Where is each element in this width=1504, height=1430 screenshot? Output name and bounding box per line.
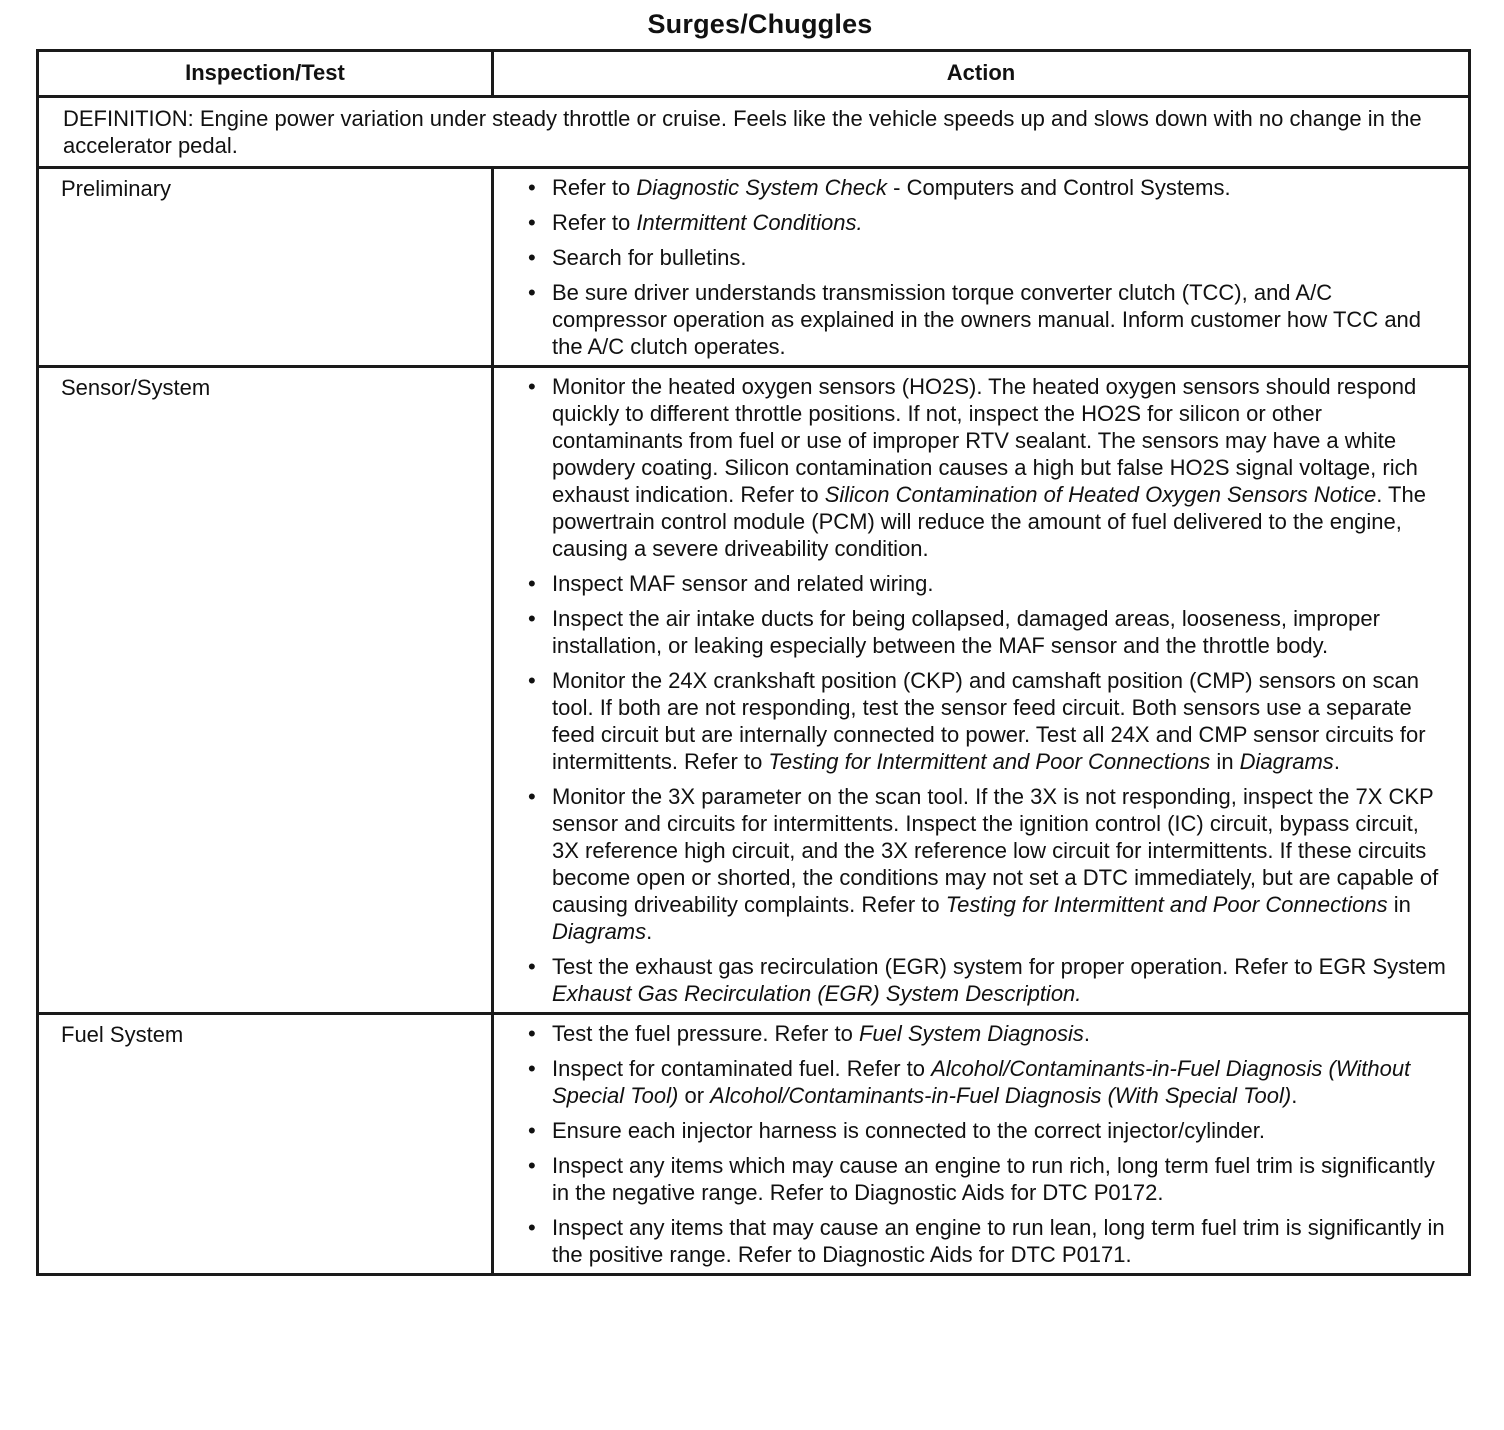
action-item — [528, 570, 1450, 597]
table-body — [38, 97, 1470, 1275]
action-list — [528, 174, 1450, 360]
action-text: Ensure each injector harness is connected to the correct injector/cylinder. — [552, 1118, 1265, 1143]
bullet-icon: • — [528, 668, 536, 693]
diagnostic-table — [36, 49, 1471, 1276]
action-text: or — [678, 1083, 711, 1108]
action-text: in — [1387, 892, 1411, 917]
action-item — [528, 1152, 1450, 1206]
bullet-icon: • — [528, 606, 536, 631]
action-text: Inspect the air intake ducts for being collapsed, damaged areas, looseness, improper installation, or leaking especially between the MAF sensor and the throttle body. — [552, 606, 1380, 658]
table-row — [38, 168, 1470, 367]
action-item — [528, 783, 1450, 945]
bullet-icon: • — [528, 1153, 536, 1178]
column-header-inspection: Inspection/Test — [38, 51, 493, 97]
bullet-icon: • — [528, 374, 536, 399]
action-item — [528, 1020, 1450, 1047]
action-text: . — [646, 919, 653, 944]
bullet-icon: • — [528, 280, 536, 305]
action-text: - Computers and Control Systems. — [887, 175, 1231, 200]
action-text: Inspect MAF sensor and related wiring. — [552, 571, 934, 596]
page-title: Surges/Chuggles — [647, 9, 873, 39]
reference-text: Testing for Intermittent and Poor Connections — [945, 892, 1388, 917]
reference-text: Intermittent Conditions. — [636, 210, 863, 235]
reference-text: Silicon Contamination of Heated Oxygen Sensors Notice — [824, 482, 1377, 507]
action-text: . — [1083, 1021, 1091, 1046]
action-item — [528, 244, 1450, 271]
action-item — [528, 209, 1450, 236]
action-text: Test the fuel pressure. Refer to — [552, 1021, 859, 1046]
bullet-icon: • — [528, 784, 536, 809]
action-list — [528, 1020, 1450, 1268]
action-text: Inspect any items which may cause an engine to run rich, long term fuel trim is significantly in the negative range. Refer to Diagnostic Aids for DTC P0172. — [552, 1153, 1435, 1205]
action-list — [528, 373, 1450, 1007]
action-text: . — [1333, 749, 1340, 774]
action-text: Refer to — [552, 210, 637, 235]
action-item — [528, 1214, 1450, 1268]
action-cell — [493, 168, 1470, 367]
bullet-icon: • — [528, 175, 536, 200]
action-item — [528, 279, 1450, 360]
reference-text: Exhaust Gas Recirculation (EGR) System Description. — [552, 981, 1082, 1006]
bullet-icon: • — [528, 210, 536, 235]
action-item — [528, 1055, 1450, 1109]
action-text: Monitor the 3X parameter on the scan tool. If the 3X is not responding, inspect the 7X CKP sensor and circuits for intermittents. Inspect the ignition control (IC) circuit, bypass circuit, 3X reference high circuit, and the 3X reference low circuit for intermittents. If these circuits become open or shorted, the conditions may not set a DTC immediately, but are capable of causing driveability complaints. Refer to — [552, 784, 1439, 917]
reference-text: Alcohol/Contaminants-in-Fuel Diagnosis (With Special Tool) — [710, 1083, 1292, 1108]
bullet-icon: • — [528, 1056, 536, 1081]
action-text: Search for bulletins. — [552, 245, 747, 270]
inspection-label: Preliminary — [38, 168, 493, 367]
bullet-icon: • — [528, 1215, 536, 1240]
action-text: Be sure driver understands transmission torque converter clutch (TCC), and A/C compressor operation as explained in the owners manual. Inform customer how TCC and the A/C clutch operates. — [552, 280, 1422, 359]
action-item — [528, 373, 1450, 562]
inspection-label: Fuel System — [38, 1014, 493, 1275]
reference-text: Diagnostic System Check — [636, 175, 888, 200]
reference-text: Fuel System Diagnosis — [858, 1021, 1084, 1046]
action-item — [528, 605, 1450, 659]
bullet-icon: • — [528, 571, 536, 596]
reference-text: Diagrams — [1239, 749, 1334, 774]
action-text: Refer to — [552, 175, 637, 200]
action-text: Test the exhaust gas recirculation (EGR) system for proper operation. Refer to EGR System — [552, 954, 1446, 979]
bullet-icon: • — [528, 1021, 536, 1046]
action-cell — [493, 367, 1470, 1014]
action-text: . — [1291, 1083, 1298, 1108]
definition-row — [38, 97, 1470, 168]
action-item — [528, 1117, 1450, 1144]
reference-text: Alcohol/Contaminants-in-Fuel Diagnosis (Without Special Tool) — [552, 1056, 1411, 1108]
definition-text: DEFINITION: Engine power variation under steady throttle or cruise. Feels like the vehicle speeds up and slows down with no change in the accelerator pedal. — [38, 97, 1470, 168]
reference-text: Testing for Intermittent and Poor Connections — [768, 749, 1211, 774]
table-row — [38, 367, 1470, 1014]
action-item — [528, 174, 1450, 201]
bullet-icon: • — [528, 1118, 536, 1143]
action-text: in — [1210, 749, 1240, 774]
action-text: . The powertrain control module (PCM) will reduce the amount of fuel delivered to the engine, causing a severe driveability condition. — [552, 482, 1426, 561]
inspection-label: Sensor/System — [38, 367, 493, 1014]
action-text: Inspect any items that may cause an engine to run lean, long term fuel trim is significantly in the positive range. Refer to Diagnostic Aids for DTC P0171. — [552, 1215, 1445, 1267]
table-row — [38, 1014, 1470, 1275]
action-text: Monitor the 24X crankshaft position (CKP) and camshaft position (CMP) sensors on scan tool. If both are not responding, test the sensor feed circuit. Both sensors use a separate feed circuit but are internally connected to power. Test all 24X and CMP sensor circuits for intermittents. Refer to — [552, 668, 1426, 774]
table-header-row — [38, 51, 1470, 97]
action-item — [528, 953, 1450, 1007]
bullet-icon: • — [528, 954, 536, 979]
reference-text: Diagrams — [552, 919, 647, 944]
action-text: Monitor the heated oxygen sensors (HO2S). The heated oxygen sensors should respond quickly to different throttle positions. If not, inspect the HO2S for silicon or other contaminants from fuel or use of improper RTV sealant. The sensors may have a white powdery coating. Silicon contamination causes a high but false HO2S signal voltage, rich exhaust indication. Refer to — [552, 374, 1418, 507]
action-item — [528, 667, 1450, 775]
bullet-icon: • — [528, 245, 536, 270]
action-text: Inspect for contaminated fuel. Refer to — [552, 1056, 932, 1081]
action-cell — [493, 1014, 1470, 1275]
column-header-action: Action — [493, 51, 1470, 97]
